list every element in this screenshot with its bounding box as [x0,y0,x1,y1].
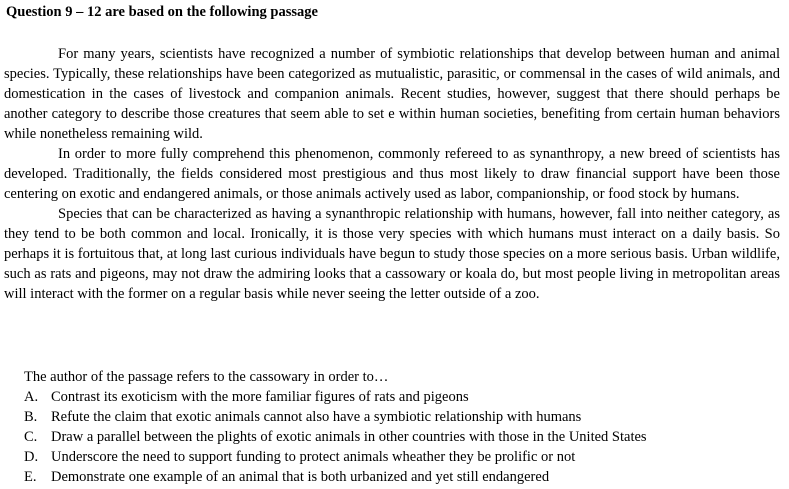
option-text: Draw a parallel between the plights of exotic animals in other countries with those in the United States [51,429,647,445]
passage-paragraph-3: Species that can be characterized as having a synanthropic relationship with humans, however, fall into neither category, as they tend to be both common and local. Ironically, it is those very species with which humans must interact on a daily basis. So perhaps it is fortuitous that, at long last curious individuals have begun to study those species on a more serious basis. Urban wildlife, such as rats and pigeons, may not draw the admiring looks that a cassowary or koala do, but most people living in metropolitan areas will interact with the former on a regular basis while never seeing the letter outside of a zoo. [4,206,780,302]
option-letter: E. [24,469,37,485]
option-letter: D. [24,449,39,465]
answer-option-c[interactable] [24,427,647,447]
answer-option-b[interactable] [24,407,647,427]
question-heading: Question 9 – 12 are based on the following passage [6,4,318,20]
option-text: Refute the claim that exotic animals cannot also have a symbiotic relationship with humans [51,409,582,425]
answer-option-a[interactable] [24,387,647,407]
option-letter: C. [24,429,38,445]
passage-paragraph-2: In order to more fully comprehend this phenomenon, commonly refereed to as synanthropy, a new breed of scientists has developed. Traditionally, the fields considered most prestigious and thus most likely to draw financial support have been those centering on exotic and endangered animals, or those animals actively used as labor, companionship, or food stock by humans. [4,146,780,202]
option-text: Demonstrate one example of an animal that is both urbanized and yet still endangered [51,469,550,485]
option-letter: A. [24,389,39,405]
answer-options [24,387,647,487]
answer-option-d[interactable] [24,447,647,467]
answer-option-e[interactable] [24,467,647,487]
passage-paragraph-1: For many years, scientists have recognized a number of symbiotic relationships that develop between human and animal species. Typically, these relationships have been categorized as mutualistic, parasitic, or commensal in the cases of wild animals, and domestication in the cases of livestock and companion animals. Recent studies, however, suggest that there should perhaps be another category to describe those creatures that seem able to set e within human societies, benefiting from certain human behaviors while nonetheless remaining wild. [4,46,780,142]
option-text: Contrast its exoticism with the more familiar figures of rats and pigeons [51,389,469,405]
question-stem: The author of the passage refers to the cassowary in order to… [24,369,389,385]
option-letter: B. [24,409,38,425]
option-text: Underscore the need to support funding to protect animals wheather they be prolific or not [51,449,576,465]
reading-passage [4,44,780,304]
